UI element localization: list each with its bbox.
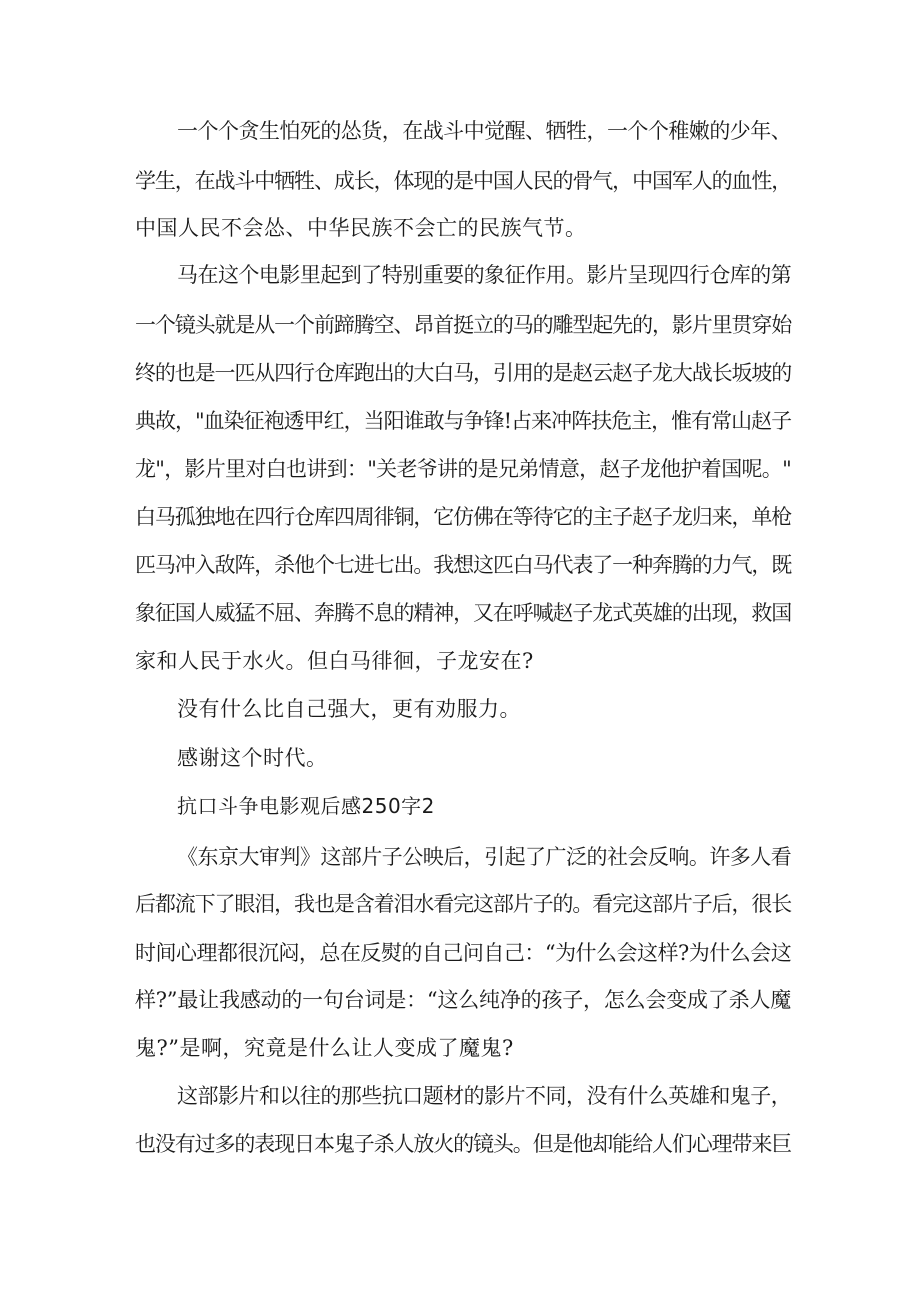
paragraph-2-line-7: 匹马冲入敌阵，杀他个七进七出。我想这匹白马代表了一种奔腾的力气，既 [135, 553, 791, 577]
paragraph-2-line-6: 白马孤独地在四行仓库四周徘铜，它仿佛在等待它的主子赵子龙归来，单枪 [135, 505, 791, 529]
paragraph-2-line-2: 一个镜头就是从一个前蹄腾空、昂首挺立的马的雕型起先的，影片里贯穿始 [135, 313, 791, 337]
paragraph-2-line-8: 象征国人威猛不屈、奔腾不息的精神，又在呼喊赵子龙式英雄的出现，救国 [135, 601, 791, 625]
paragraph-2-line-5: 龙"，影片里对白也讲到："关老爷讲的是兄弟情意，赵子龙他护着国呢。" [135, 457, 791, 481]
paragraph-5-line-2: 后都流下了眼泪，我也是含着泪水看完这部片子的。看完这部片子后，很长 [135, 892, 791, 916]
paragraph-1-line-2: 学生，在战斗中牺牲、成长，体现的是中国人民的骨气，中国军人的血性， [135, 169, 791, 193]
paragraph-5-line-5: 鬼?”是啊，究竟是什么让人变成了魔鬼? [135, 1036, 514, 1060]
paragraph-5-line-3: 时间心理都很沉闷，总在反熨的自己问自己：“为什么会这样?为什么会这 [135, 941, 791, 965]
paragraph-5-line-4: 样?”最让我感动的一句台词是：“这么纯净的孩子，怎么会变成了杀人魔 [135, 988, 791, 1012]
paragraph-2-line-9: 家和人民于水火。但白马徘徊，子龙安在? [135, 649, 534, 673]
paragraph-3: 没有什么比自己强大，更有劝服力。 [177, 697, 521, 721]
paragraph-1-line-3: 中国人民不会怂、中华民族不会亡的民族气节。 [135, 216, 587, 240]
paragraph-6-line-1: 这部影片和以往的那些抗口题材的影片不同，没有什么英雄和鬼子， [177, 1084, 791, 1108]
paragraph-2-line-4: 典故，"血染征袍透甲红，当阳谁敢与争锋!占来冲阵扶危主，惟有常山赵子 [135, 409, 792, 433]
paragraph-2-line-1: 马在这个电影里起到了特别重要的象征作用。影片呈现四行仓库的第 [177, 263, 791, 287]
paragraph-1-line-1: 一个个贪生怕死的怂货，在战斗中觉醒、牺牲，一个个稚嫩的少年、 [177, 119, 791, 143]
paragraph-4: 感谢这个时代。 [177, 746, 328, 770]
paragraph-5-line-1: 《东京大审判》这部片子公映后，引起了广泛的社会反响。许多人看 [177, 845, 791, 869]
paragraph-6-line-2: 也没有过多的表现日本鬼子杀人放火的镜头。但是他却能给人们心理带来巨 [135, 1132, 791, 1156]
paragraph-2-line-3: 终的也是一匹从四行仓库跑出的大白马，引用的是赵云赵子龙大战长坂坡的 [135, 361, 791, 385]
section-heading: 抗口斗争电影观后感250字2 [177, 794, 435, 818]
